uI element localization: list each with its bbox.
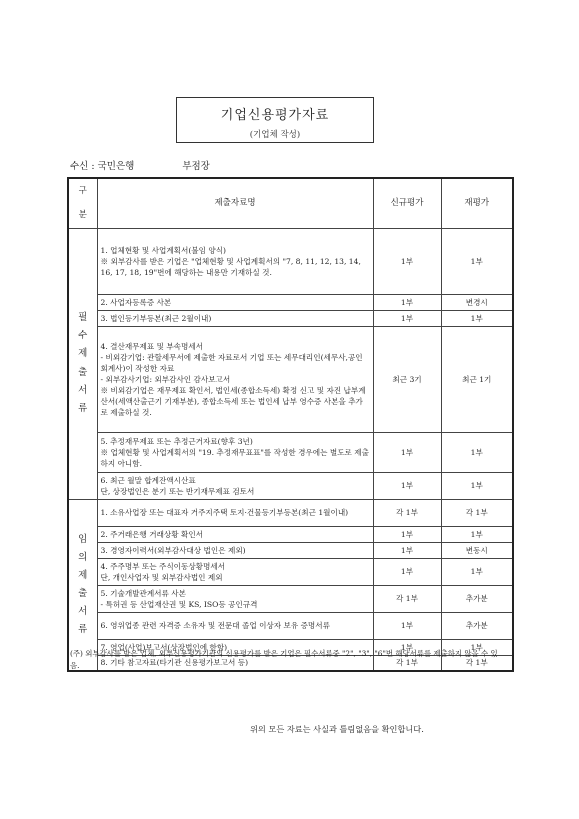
table-row (68, 472, 513, 499)
row-re: 1부 (441, 310, 513, 326)
row-new: 1부 (373, 612, 441, 639)
table-row (68, 432, 513, 472)
table-row (68, 310, 513, 326)
row-re: 변경시 (441, 294, 513, 310)
row-text: 8. 기타 참고자료(타기관 신용평가보고서 등) (97, 655, 373, 671)
table-row (68, 526, 513, 542)
row-new: 1부 (373, 432, 441, 472)
row-text: 2. 주거래은행 거래상황 확인서 (97, 526, 373, 542)
row-re: 추가분 (441, 585, 513, 612)
row-new: 1부 (373, 310, 441, 326)
group-required-label: 필 수 제 출 서 류 (68, 228, 97, 499)
row-new: 1부 (373, 526, 441, 542)
table-row (68, 326, 513, 432)
row-re: 1부 (441, 526, 513, 542)
row-text: 3. 법인등기부등본(최근 2월이내) (97, 310, 373, 326)
row-new: 1부 (373, 228, 441, 294)
row-text: 5. 추정재무제표 또는 추정근거자료(향후 3년) ※ 업체현황 및 사업계획서의 "19. 추정재무표표"를 작성한 경우에는 별도로 제출하지 아니함. (97, 432, 373, 472)
table-row (68, 499, 513, 526)
row-re: 1부 (441, 432, 513, 472)
row-re: 최근 1기 (441, 326, 513, 432)
row-text: 4. 주주명부 또는 주식이동상황명세서 단, 개인사업자 및 외부감사법인 제외 (97, 558, 373, 585)
row-text: 6. 영위업종 관련 자격증 소유자 및 전문대 졸업 이상자 보유 증명서류 (97, 612, 373, 639)
row-new: 각 1부 (373, 499, 441, 526)
row-new: 1부 (373, 472, 441, 499)
recipient-line (70, 158, 210, 172)
table-row (68, 542, 513, 558)
row-text: 5. 기술개발관계서류 사본 - 특허권 등 산업재산권 및 KS, ISO등 공인규격 (97, 585, 373, 612)
submission-table (67, 177, 514, 672)
row-re: 1부 (441, 228, 513, 294)
table-row (68, 228, 513, 294)
row-text: 2. 사업자등록증 사본 (97, 294, 373, 310)
table-row (68, 558, 513, 585)
row-text: 4. 결산재무제표 및 부속명세서 - 비외감기업: 관할세무서에 제출한 자료로서 기업 또는 세무대리인(세무사,공인회계사)이 작성한 자료 - 외부감사기업: 외부감사인 감사보고서 ※ 비외감기업은 재무제표 확인서, 법인세(종합소득세) 확정 신고 및 자진 납부계산서(세액산출근기 기재부분), 종합소득세 또는 법인세 납부 영수증 사본을 추가로 제출하실 것. (97, 326, 373, 432)
document-title: 기업신용평가자료 (220, 108, 330, 123)
header-new-evaluation: 신규평가 (373, 178, 441, 228)
row-re: 1부 (441, 639, 513, 655)
row-text: 1. 소유사업장 또는 대표자 거주지주택 토지·건물등기부등본(최근 1월이내) (97, 499, 373, 526)
row-re: 각 1부 (441, 499, 513, 526)
recipient-to: 수신 : 국민은행 (70, 161, 135, 172)
row-re: 추가분 (441, 612, 513, 639)
header-category: 구 분 (68, 178, 97, 228)
row-new: 1부 (373, 294, 441, 310)
row-text: 7. 영업(사업)보고서(상장법인에 한함) (97, 639, 373, 655)
table-header-row (68, 178, 513, 228)
row-new: 1부 (373, 542, 441, 558)
document-subtitle: (기업체 작성) (249, 130, 301, 140)
document-title-box (176, 97, 374, 143)
group-optional-label: 임 의 제 출 서 류 (68, 499, 97, 671)
confirmation-statement: 위의 모든 자료는 사실과 틀림없음을 확인합니다. (250, 724, 424, 734)
header-re-evaluation: 재평가 (441, 178, 513, 228)
row-new: 각 1부 (373, 585, 441, 612)
footnote: (주) 외부감사를 받은 업체, 외부신용평가기관의 신용평가를 받은 기업은 필수서류중 "2", "3", "6"번 해당서류를 제출하지 않을 수 있음. (70, 649, 498, 671)
recipient-branch: 부점장 (182, 161, 210, 172)
table-row (68, 294, 513, 310)
row-text: 1. 업체현황 및 사업계획서(불임 양식) ※ 외부감사를 받은 기업은 "업체현황 및 사업계획서의 "7, 8, 11, 12, 13, 14, 16, 17, 18, 19"번에 해당하는 내용만 기재하실 것. (97, 228, 373, 294)
row-text: 3. 경영자이력서(외부감사대상 법인은 제외) (97, 542, 373, 558)
row-re: 1부 (441, 558, 513, 585)
header-document-name: 제출자료명 (97, 178, 373, 228)
row-new: 1부 (373, 558, 441, 585)
row-re: 1부 (441, 472, 513, 499)
row-new: 1부 (373, 639, 441, 655)
row-new: 각 1부 (373, 655, 441, 671)
row-re: 각 1부 (441, 655, 513, 671)
table-row (68, 612, 513, 639)
row-new: 최근 3기 (373, 326, 441, 432)
table-row (68, 585, 513, 612)
row-re: 변동시 (441, 542, 513, 558)
row-text: 6. 최근 월말 합계잔액시산표 단, 상장법인은 분기 또는 반기재무제표 검토서 (97, 472, 373, 499)
